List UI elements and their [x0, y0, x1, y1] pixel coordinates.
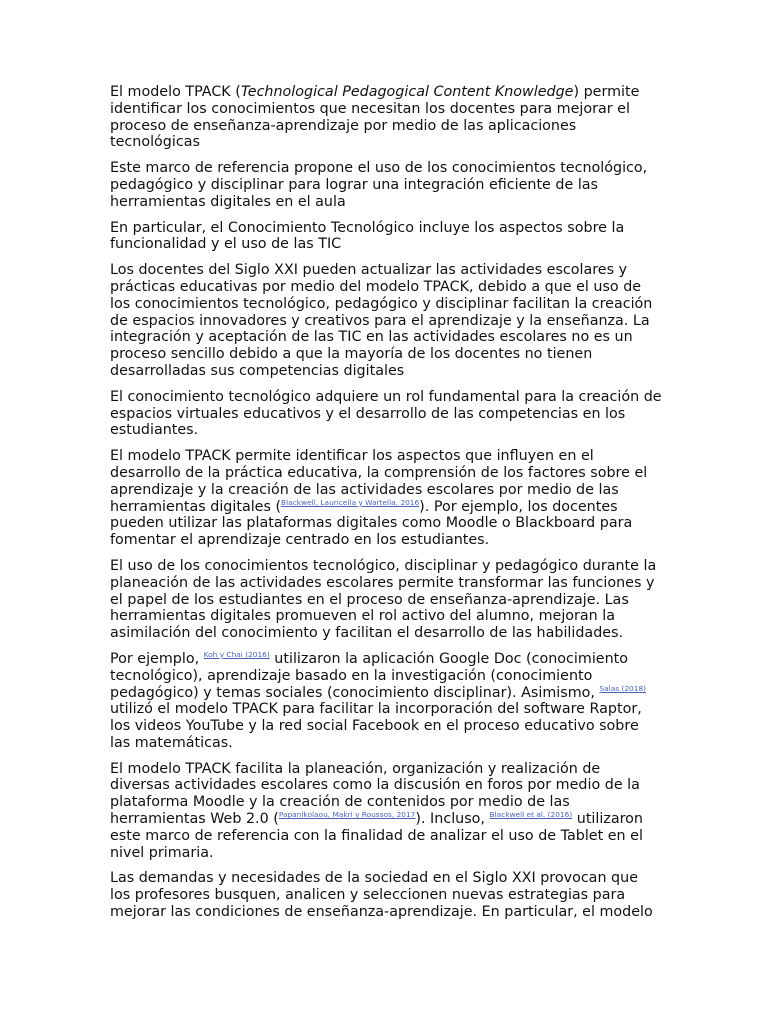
paragraph-text: utilizaron este marco de referencia con la finalidad de analizar el uso de Tablet en el nivel primaria. — [110, 811, 643, 861]
paragraph-text: ) permite identificar los conocimientos que necesitan los docentes para mejorar el proceso de enseñanza-aprendizaje por medio de las aplicaciones tecnológicas — [110, 84, 640, 151]
paragraph-text: ). Incluso, — [415, 811, 490, 828]
paragraph-planning — [110, 761, 662, 862]
paragraph-examples — [110, 651, 662, 752]
paragraph-tpack-definition — [110, 84, 662, 151]
citation-link-blackwell-2016[interactable]: Blackwell, Lauricella y Wartella, 2016 — [281, 497, 420, 507]
paragraph-text: Por ejemplo, — [110, 650, 204, 667]
paragraph-text: utilizó el modelo TPACK para facilitar la incorporación del software Raptor, los videos YouTube y la red social Facebook en el proceso educativo sobre las matemáticas. — [110, 701, 642, 751]
paragraph-technological-knowledge: En particular, el Conocimiento Tecnológico incluye los aspectos sobre la funcionalidad y el uso de las TIC — [110, 219, 625, 253]
paragraph-text: utilizaron la aplicación Google Doc (conocimiento tecnológico), aprendizaje basado en la investigación (conocimiento pedagógico) y temas sociales (conocimiento disciplinar). Asimismo, — [110, 650, 628, 701]
paragraph-framework: Este marco de referencia propone el uso de los conocimientos tecnológico, pedagógico y disciplinar para lograr una integración eficiente de las herramientas digitales en el aula — [110, 160, 648, 210]
paragraph-text: El modelo TPACK permite identificar los aspectos que influyen en el desarrollo de la práctica educativa, la comprensión de los factores sobre el aprendizaje y la creación de las actividades escolares por medio de las herramientas digitales ( — [110, 448, 648, 515]
document-body — [110, 84, 662, 930]
paragraph-teachers-xxi: Los docentes del Siglo XXI pueden actualizar las actividades escolares y prácticas educativas por medio del modelo TPACK, debido a que el uso de los conocimientos tecnológico, pedagógico y disciplinar facilitan la creación de espacios innovadores y creativos para el aprendizaje y la enseñanza. La integración y aceptación de las TIC en las actividades escolares no es un proceso sencillo debido a que la mayoría de los docentes no tienen desarrolladas sus competencias digitales — [110, 262, 653, 379]
paragraph-text: El modelo TPACK ( — [110, 84, 241, 100]
paragraph-tpack-aspects — [110, 448, 662, 549]
paragraph-knowledge-use: El uso de los conocimientos tecnológico, disciplinar y pedagógico durante la planeación de las actividades escolares permite transformar las funciones y el papel de los estudiantes en el proceso de enseñanza-aprendizaje. Las herramientas digitales promueven el rol activo del alumno, mejoran la asimilación del conocimiento y facilitan el desarrollo de las habilidades. — [110, 557, 657, 642]
tpack-expansion-italic: Technological Pedagogical Content Knowledge — [240, 84, 574, 100]
citation-link-blackwell-et-al[interactable]: Blackwell et al. (2016) — [489, 810, 573, 820]
paragraph-role-technological: El conocimiento tecnológico adquiere un rol fundamental para la creación de espacios virtuales educativos y el desarrollo de las competencias en los estudiantes. — [110, 388, 662, 439]
citation-link-koh-chai[interactable]: Koh y Chai (2016) — [203, 649, 270, 659]
citation-link-papanikolaou[interactable]: Papanikolaou, Makri y Roussos, 2017 — [278, 810, 416, 820]
paragraph-text: El modelo TPACK facilita la planeación, organización y realización de diversas actividades escolares como la discusión en foros por medio de la plataforma Moodle y la creación de contenidos por medio de las herramientas Web 2.0 ( — [110, 760, 640, 828]
paragraph-society-demands: Las demandas y necesidades de la sociedad en el Siglo XXI provocan que los profesores busquen, analicen y seleccionen nuevas estrategias para mejorar las condiciones de enseñanza-aprendizaje. En particular, el modelo — [110, 870, 653, 921]
paragraph-text: ). Por ejemplo, los docentes pueden utilizar las plataformas digitales como Moodle o Blackboard para fomentar el aprendizaje centrado en los estudiantes. — [110, 498, 633, 549]
citation-link-salas[interactable]: Salas (2018) — [599, 683, 647, 693]
